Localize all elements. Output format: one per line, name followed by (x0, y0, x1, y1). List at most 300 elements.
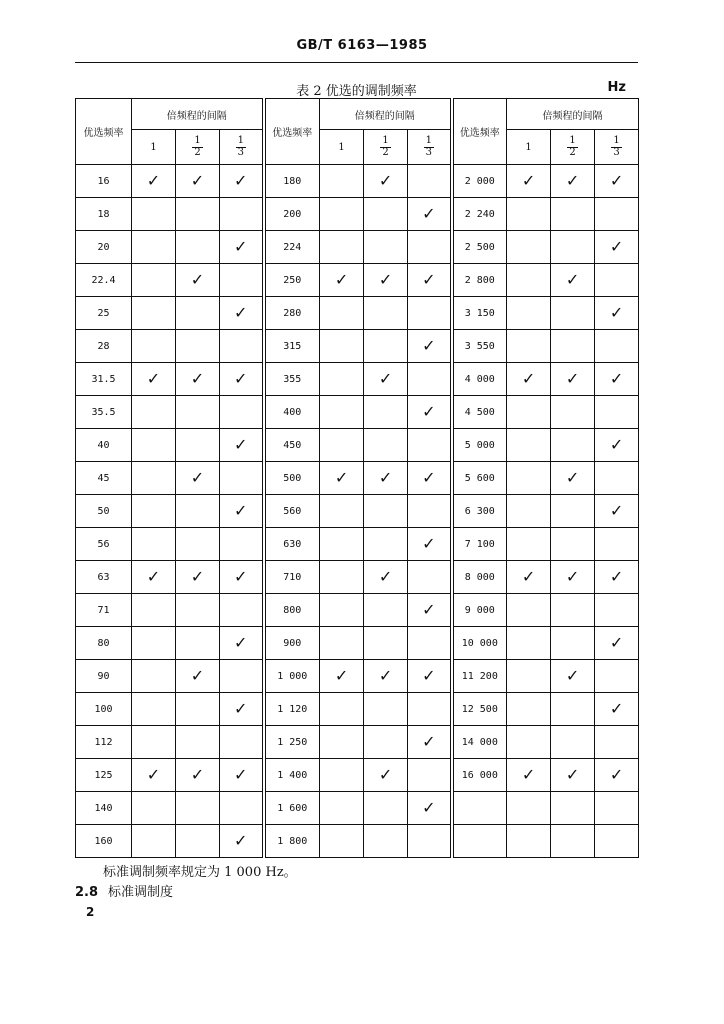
frequency-cell: 560 (264, 495, 320, 528)
frequency-cell: 2 500 (452, 231, 507, 264)
interval-cell (176, 693, 220, 726)
frequency-cell: 280 (264, 297, 320, 330)
interval-cell (507, 792, 551, 825)
table-row (76, 198, 639, 231)
check-mark-icon: ✓ (378, 468, 393, 487)
interval-cell (132, 396, 176, 429)
interval-cell (408, 264, 452, 297)
interval-cell (364, 165, 408, 198)
check-mark-icon: ✓ (378, 171, 393, 190)
section-title: 标准调制度 (108, 885, 174, 900)
table-row (76, 825, 639, 858)
interval-cell (364, 726, 408, 759)
interval-cell (320, 594, 364, 627)
interval-cell (176, 363, 220, 396)
page-number: 2 (86, 905, 95, 919)
interval-cell (132, 759, 176, 792)
frac-denominator: 2 (569, 146, 576, 158)
check-mark-icon: ✓ (190, 567, 205, 586)
frequency-cell: 35.5 (76, 396, 132, 429)
interval-cell (132, 495, 176, 528)
interval-cell (364, 825, 408, 858)
frequency-cell: 180 (264, 165, 320, 198)
interval-cell (507, 363, 551, 396)
interval-cell (551, 264, 595, 297)
interval-cell (551, 198, 595, 231)
check-mark-icon: ✓ (422, 732, 436, 751)
frac-numerator: 1 (382, 135, 389, 146)
interval-cell (220, 759, 264, 792)
header-rule (75, 62, 638, 63)
table-row (76, 660, 639, 693)
interval-cell (507, 264, 551, 297)
section-number: 2.8 (75, 885, 99, 900)
interval-cell (408, 693, 452, 726)
frequency-cell (452, 792, 507, 825)
interval-cell (320, 429, 364, 462)
interval-cell (320, 627, 364, 660)
check-mark-icon: ✓ (521, 171, 536, 190)
interval-cell (408, 231, 452, 264)
interval-cell (320, 297, 364, 330)
frac-numerator: 1 (194, 135, 201, 146)
frequency-cell: 1 120 (264, 693, 320, 726)
interval-cell (220, 561, 264, 594)
check-mark-icon: ✓ (234, 435, 248, 454)
check-mark-icon: ✓ (334, 270, 349, 289)
interval-1-header: 1 (132, 130, 176, 165)
interval-cell (364, 495, 408, 528)
interval-cell (507, 693, 551, 726)
interval-cell (220, 330, 264, 363)
interval-cell (320, 165, 364, 198)
preferred-frequency-header: 优选频率 (76, 99, 132, 165)
check-mark-icon: ✓ (521, 567, 536, 586)
interval-half-header (176, 130, 220, 165)
table-row (76, 165, 639, 198)
preferred-frequency-table (75, 98, 639, 858)
interval-third-header (408, 130, 452, 165)
interval-cell (220, 264, 264, 297)
interval-cell (176, 660, 220, 693)
octave-interval-header: 倍频程的间隔 (507, 99, 639, 130)
interval-cell (551, 396, 595, 429)
interval-cell (595, 495, 639, 528)
interval-cell (132, 594, 176, 627)
interval-cell (320, 462, 364, 495)
check-mark-icon: ✓ (234, 237, 248, 256)
interval-cell (408, 660, 452, 693)
interval-cell (320, 759, 364, 792)
frequency-cell: 355 (264, 363, 320, 396)
frequency-cell: 710 (264, 561, 320, 594)
interval-cell (364, 561, 408, 594)
interval-cell (595, 726, 639, 759)
octave-interval-header: 倍频程的间隔 (320, 99, 452, 130)
interval-cell (220, 627, 264, 660)
interval-third-header (220, 130, 264, 165)
check-mark-icon: ✓ (609, 699, 624, 718)
check-mark-icon: ✓ (521, 369, 536, 388)
frequency-cell: 1 800 (264, 825, 320, 858)
interval-cell (320, 825, 364, 858)
check-mark-icon: ✓ (422, 204, 436, 223)
interval-cell (595, 363, 639, 396)
check-mark-icon: ✓ (565, 666, 580, 685)
frequency-cell: 18 (76, 198, 132, 231)
interval-cell (408, 495, 452, 528)
interval-cell (595, 297, 639, 330)
check-mark-icon: ✓ (234, 765, 248, 784)
check-mark-icon: ✓ (609, 567, 624, 586)
page-header: GB/T 6163—1985 (296, 38, 428, 53)
check-mark-icon: ✓ (609, 171, 624, 190)
interval-cell (507, 495, 551, 528)
check-mark-icon: ✓ (234, 831, 248, 850)
interval-cell (220, 231, 264, 264)
interval-cell (364, 627, 408, 660)
interval-cell (320, 495, 364, 528)
interval-cell (595, 660, 639, 693)
interval-cell (595, 825, 639, 858)
interval-cell (176, 561, 220, 594)
interval-cell (507, 594, 551, 627)
interval-cell (132, 528, 176, 561)
frac-denominator: 3 (425, 146, 432, 158)
interval-cell (132, 231, 176, 264)
frequency-cell: 12 500 (452, 693, 507, 726)
interval-cell (320, 528, 364, 561)
check-mark-icon: ✓ (378, 765, 393, 784)
table-row (76, 264, 639, 297)
interval-cell (551, 693, 595, 726)
interval-cell (408, 594, 452, 627)
check-mark-icon: ✓ (422, 798, 436, 817)
interval-cell (220, 825, 264, 858)
frac-numerator: 1 (425, 135, 432, 146)
interval-cell (507, 396, 551, 429)
frequency-cell: 14 000 (452, 726, 507, 759)
interval-cell (320, 792, 364, 825)
check-mark-icon: ✓ (609, 765, 624, 784)
frac-denominator: 2 (382, 146, 389, 158)
interval-cell (364, 198, 408, 231)
check-mark-icon: ✓ (190, 468, 205, 487)
interval-cell (132, 627, 176, 660)
frequency-cell: 5 600 (452, 462, 507, 495)
frequency-cell: 224 (264, 231, 320, 264)
interval-cell (551, 330, 595, 363)
interval-cell (220, 594, 264, 627)
frequency-cell: 16 (76, 165, 132, 198)
frequency-cell: 3 150 (452, 297, 507, 330)
interval-cell (364, 528, 408, 561)
interval-cell (507, 165, 551, 198)
interval-cell (132, 792, 176, 825)
interval-cell (364, 429, 408, 462)
table-row (76, 297, 639, 330)
interval-cell (408, 165, 452, 198)
interval-cell (220, 792, 264, 825)
interval-cell (176, 264, 220, 297)
interval-cell (551, 495, 595, 528)
interval-cell (220, 693, 264, 726)
check-mark-icon: ✓ (378, 369, 393, 388)
check-mark-icon: ✓ (190, 765, 205, 784)
frac-numerator: 1 (569, 135, 576, 146)
frequency-cell: 1 000 (264, 660, 320, 693)
interval-cell (220, 528, 264, 561)
interval-cell (595, 594, 639, 627)
interval-cell (220, 660, 264, 693)
check-mark-icon: ✓ (609, 501, 624, 520)
interval-cell (320, 726, 364, 759)
interval-cell (176, 330, 220, 363)
interval-cell (220, 396, 264, 429)
frequency-cell: 11 200 (452, 660, 507, 693)
octave-interval-header: 倍频程的间隔 (132, 99, 264, 130)
interval-cell (551, 429, 595, 462)
table-row (76, 726, 639, 759)
interval-cell (364, 396, 408, 429)
frac-numerator: 1 (237, 135, 244, 146)
interval-cell (364, 462, 408, 495)
interval-cell (507, 330, 551, 363)
interval-1-header: 1 (320, 130, 364, 165)
frequency-cell: 22.4 (76, 264, 132, 297)
frequency-cell: 4 000 (452, 363, 507, 396)
frequency-cell: 100 (76, 693, 132, 726)
interval-cell (132, 726, 176, 759)
interval-cell (364, 264, 408, 297)
interval-cell (551, 759, 595, 792)
check-mark-icon: ✓ (234, 369, 248, 388)
frequency-cell: 2 240 (452, 198, 507, 231)
interval-cell (364, 660, 408, 693)
interval-cell (408, 363, 452, 396)
interval-cell (320, 561, 364, 594)
interval-cell (595, 231, 639, 264)
interval-cell (132, 198, 176, 231)
interval-cell (220, 363, 264, 396)
check-mark-icon: ✓ (521, 765, 536, 784)
frequency-cell: 1 250 (264, 726, 320, 759)
interval-cell (507, 660, 551, 693)
table-row (76, 594, 639, 627)
interval-cell (408, 528, 452, 561)
frequency-cell: 5 000 (452, 429, 507, 462)
check-mark-icon: ✓ (565, 567, 580, 586)
interval-cell (176, 198, 220, 231)
check-mark-icon: ✓ (565, 765, 580, 784)
check-mark-icon: ✓ (190, 666, 205, 685)
interval-cell (551, 627, 595, 660)
interval-cell (364, 792, 408, 825)
interval-cell (320, 693, 364, 726)
frequency-cell: 90 (76, 660, 132, 693)
frac-denominator: 3 (237, 146, 244, 158)
check-mark-icon: ✓ (609, 237, 624, 256)
check-mark-icon: ✓ (565, 369, 580, 388)
interval-cell (408, 462, 452, 495)
preferred-frequency-header: 优选频率 (452, 99, 507, 165)
interval-cell (408, 561, 452, 594)
frequency-cell: 28 (76, 330, 132, 363)
check-mark-icon: ✓ (234, 567, 248, 586)
check-mark-icon: ✓ (378, 666, 393, 685)
table-row (76, 429, 639, 462)
frequency-cell: 71 (76, 594, 132, 627)
table-row (76, 330, 639, 363)
interval-1-header: 1 (507, 130, 551, 165)
table-row (76, 561, 639, 594)
interval-cell (595, 396, 639, 429)
interval-cell (551, 165, 595, 198)
interval-cell (408, 297, 452, 330)
frequency-cell: 250 (264, 264, 320, 297)
check-mark-icon: ✓ (422, 270, 436, 289)
interval-cell (132, 330, 176, 363)
frac-denominator: 3 (613, 146, 620, 158)
interval-cell (320, 330, 364, 363)
interval-cell (507, 627, 551, 660)
interval-third-header (595, 130, 639, 165)
frequency-cell (452, 825, 507, 858)
frequency-cell: 1 600 (264, 792, 320, 825)
interval-cell (220, 198, 264, 231)
interval-cell (595, 264, 639, 297)
interval-cell (408, 429, 452, 462)
frequency-cell: 63 (76, 561, 132, 594)
interval-cell (551, 363, 595, 396)
interval-cell (507, 759, 551, 792)
frequency-cell: 25 (76, 297, 132, 330)
interval-cell (507, 198, 551, 231)
interval-cell (595, 165, 639, 198)
frequency-cell: 1 400 (264, 759, 320, 792)
interval-cell (176, 396, 220, 429)
interval-cell (176, 231, 220, 264)
interval-cell (408, 759, 452, 792)
interval-cell (220, 462, 264, 495)
section-heading (75, 881, 173, 900)
interval-cell (595, 693, 639, 726)
frequency-cell: 630 (264, 528, 320, 561)
interval-cell (176, 627, 220, 660)
interval-cell (220, 297, 264, 330)
frequency-cell: 8 000 (452, 561, 507, 594)
check-mark-icon: ✓ (334, 666, 349, 685)
interval-cell (132, 165, 176, 198)
frequency-cell: 900 (264, 627, 320, 660)
interval-cell (176, 759, 220, 792)
table-row (76, 792, 639, 825)
interval-cell (176, 165, 220, 198)
interval-cell (176, 594, 220, 627)
frequency-cell: 800 (264, 594, 320, 627)
frac-denominator: 2 (194, 146, 201, 158)
frequency-cell: 4 500 (452, 396, 507, 429)
interval-cell (176, 528, 220, 561)
frequency-cell: 2 000 (452, 165, 507, 198)
interval-cell (176, 792, 220, 825)
interval-cell (551, 594, 595, 627)
table-row (76, 693, 639, 726)
interval-cell (507, 825, 551, 858)
interval-cell (595, 462, 639, 495)
interval-cell (132, 363, 176, 396)
interval-cell (507, 726, 551, 759)
frequency-cell: 400 (264, 396, 320, 429)
interval-half-header (364, 130, 408, 165)
interval-cell (220, 429, 264, 462)
check-mark-icon: ✓ (422, 534, 436, 553)
standard-frequency-note: 标准调制频率规定为 1 000 Hz。 (103, 865, 297, 880)
check-mark-icon: ✓ (422, 402, 436, 421)
frequency-cell: 9 000 (452, 594, 507, 627)
frac-numerator: 1 (613, 135, 620, 146)
interval-cell (364, 594, 408, 627)
check-mark-icon: ✓ (234, 501, 248, 520)
interval-half-header (551, 130, 595, 165)
interval-cell (507, 561, 551, 594)
unit-label: Hz (607, 80, 626, 95)
interval-cell (595, 528, 639, 561)
interval-cell (364, 297, 408, 330)
interval-cell (320, 660, 364, 693)
interval-cell (132, 693, 176, 726)
frequency-cell: 20 (76, 231, 132, 264)
interval-cell (176, 429, 220, 462)
interval-cell (132, 297, 176, 330)
interval-cell (408, 627, 452, 660)
table-row (76, 396, 639, 429)
interval-cell (132, 462, 176, 495)
interval-cell (320, 264, 364, 297)
interval-cell (507, 528, 551, 561)
check-mark-icon: ✓ (565, 270, 580, 289)
interval-cell (507, 462, 551, 495)
check-mark-icon: ✓ (146, 765, 161, 784)
frequency-cell: 50 (76, 495, 132, 528)
interval-cell (132, 429, 176, 462)
check-mark-icon: ✓ (609, 303, 624, 322)
interval-cell (320, 363, 364, 396)
check-mark-icon: ✓ (422, 336, 436, 355)
interval-cell (551, 231, 595, 264)
frequency-cell: 6 300 (452, 495, 507, 528)
interval-cell (595, 198, 639, 231)
interval-cell (364, 330, 408, 363)
interval-cell (132, 825, 176, 858)
table-row (76, 528, 639, 561)
check-mark-icon: ✓ (609, 435, 624, 454)
interval-cell (507, 231, 551, 264)
frequency-cell: 45 (76, 462, 132, 495)
interval-cell (551, 660, 595, 693)
interval-cell (408, 825, 452, 858)
frequency-cell: 160 (76, 825, 132, 858)
interval-cell (176, 726, 220, 759)
interval-cell (507, 429, 551, 462)
frequency-cell: 112 (76, 726, 132, 759)
table-body (76, 165, 639, 858)
frequency-cell: 40 (76, 429, 132, 462)
table-row (76, 231, 639, 264)
interval-cell (551, 561, 595, 594)
table-row (76, 627, 639, 660)
interval-cell (364, 693, 408, 726)
